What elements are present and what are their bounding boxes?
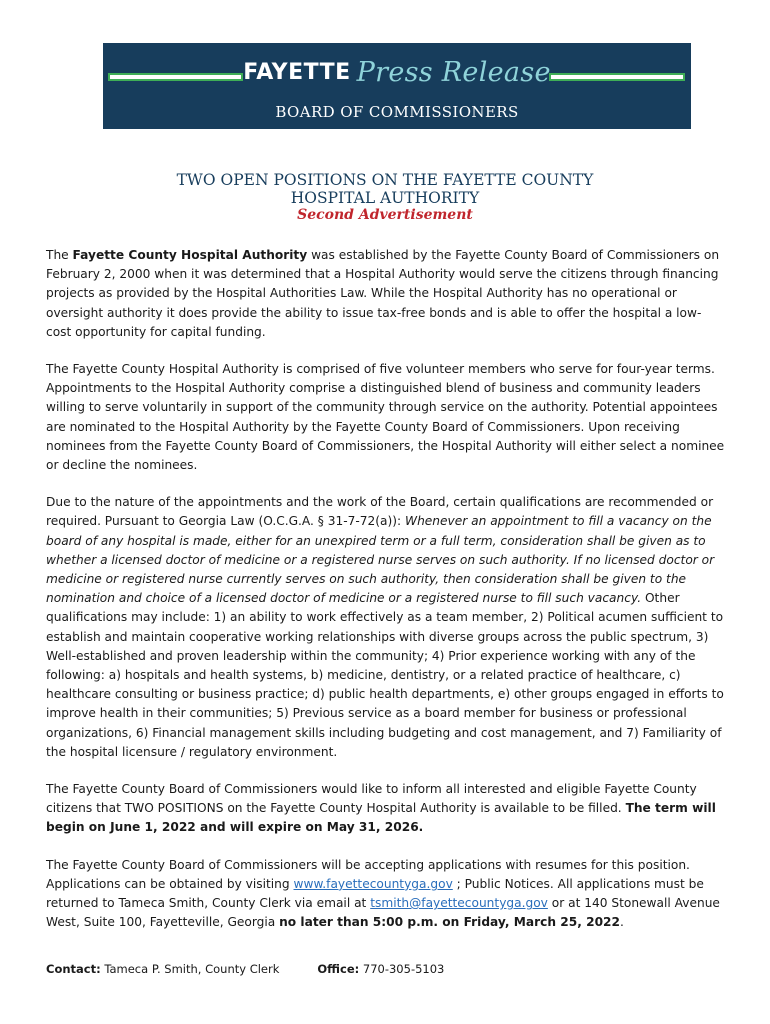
p5-deadline: no later than 5:00 p.m. on Friday, March 25, 2022: [279, 915, 621, 930]
contact-value: Tameca P. Smith, County Clerk: [100, 962, 280, 976]
brand-script: Press Release: [356, 57, 551, 88]
p1-text-1: The: [46, 248, 73, 262]
p4-text-1: The Fayette County Board of Commissioners would like to inform all interested and eligible Fayette County citizens that TWO POSITIONS on the Fayette County Hospital Authority is available to be filled.: [46, 782, 697, 816]
paragraph-2: The Fayette County Hospital Authority is comprised of five volunteer members who serve for four-year terms. Appointments to the Hospital Authority comprise a distinguished blend of business and community leaders willing to serve voluntarily in support of the community through service on the authority. Potential appointees are nominated to the Hospital Authority by the Fayette County Board of Commissioners. Upon receiving nominees from the Fayette County Board of Commissioners, the Hospital Authority will either select a nominee or decline the nominees.: [46, 362, 725, 473]
paragraph-5: [46, 856, 726, 933]
contact-label: Contact:: [46, 962, 101, 976]
headline-line-1: TWO OPEN POSITIONS ON THE FAYETTE COUNTY: [176, 171, 594, 189]
office-value: 770-305-5103: [359, 962, 445, 976]
p5-text-1: The Fayette County Board of Commissioners will be accepting applications with resumes for this position. Applications can be obtained by visiting: [46, 857, 690, 891]
email-link[interactable]: tsmith@fayettecountyga.gov: [370, 896, 548, 911]
footer-contact: [46, 962, 444, 976]
banner-brand: [103, 57, 691, 88]
p5-text-2: ; Public Notices. All applications must be returned to Tameca Smith, County Clerk via email at: [46, 876, 704, 911]
paragraph-1: [46, 246, 726, 342]
press-release-banner: [103, 43, 691, 129]
p5-text-4: .: [620, 915, 624, 930]
p5-text-3: or at 140 Stonewall Avenue West, Suite 100, Fayetteville, Georgia: [46, 896, 720, 930]
article-body: [46, 246, 726, 951]
p3-text-2: Other qualifications may include: 1) an ability to work effectively as a team member, 2) Political acumen sufficient to establish and maintain cooperative working relationships with diverse groups across the public spectrum, 3) Well-established and proven leadership within the community; 4) Prior experience working with any of the following: a) hospitals and health systems, b) medicine, dentistry, or a related practice of healthcare, c) healthcare consulting or business practice; d) public health departments, e) other groups engaged in efforts to improve health in their communities; 5) Previous service as a board member for business or professional organizations, 6) Financial management skills including budgeting and cost management, and 7) Familiarity of the hospital licensure / regulatory environment.: [46, 591, 724, 759]
paragraph-4: [46, 780, 726, 838]
office-label: Office:: [317, 962, 360, 976]
headline-subtitle: Second Advertisement: [297, 207, 473, 223]
p4-term-dates: The term will begin on June 1, 2022 and will expire on May 31, 2026.: [46, 801, 716, 835]
p1-text-2: was established by the Fayette County Board of Commissioners on February 2, 2000 when it was determined that a Hospital Authority would serve the citizens through financing projects as provided by the Hospital Authorities Law. While the Hospital Authority has no operational or oversight authority it does provide the ability to issue tax-free bonds and is able to offer the hospital a low-cost opportunity for capital funding.: [46, 248, 720, 339]
p1-bold-org: Fayette County Hospital Authority: [72, 248, 308, 262]
website-link[interactable]: www.fayettecountyga.gov: [293, 876, 453, 891]
p3-law-quote: Whenever an appointment to fill a vacancy on the board of any hospital is made, either for an unexpired term or a full term, consideration shall be given as to whether a licensed doctor of medicine or a registered nurse serves on such authority. If no licensed doctor or medicine or registered nurse currently serves on such authority, then consideration shall be given to the nomination and choice of a licensed doctor of medicine or a registered nurse to fill such vacancy.: [46, 514, 715, 606]
headline-line-2: HOSPITAL AUTHORITY: [290, 189, 480, 207]
p3-text-1: Due to the nature of the appointments and the work of the Board, certain qualifications are recommended or required. Pursuant to Georgia Law (O.C.G.A. § 31-7-72(a)):: [46, 495, 714, 529]
banner-subtitle: BOARD OF COMMISSIONERS: [275, 103, 519, 121]
brand-word: FAYETTE: [243, 60, 351, 85]
paragraph-3: [46, 493, 726, 762]
headline: [0, 171, 770, 224]
